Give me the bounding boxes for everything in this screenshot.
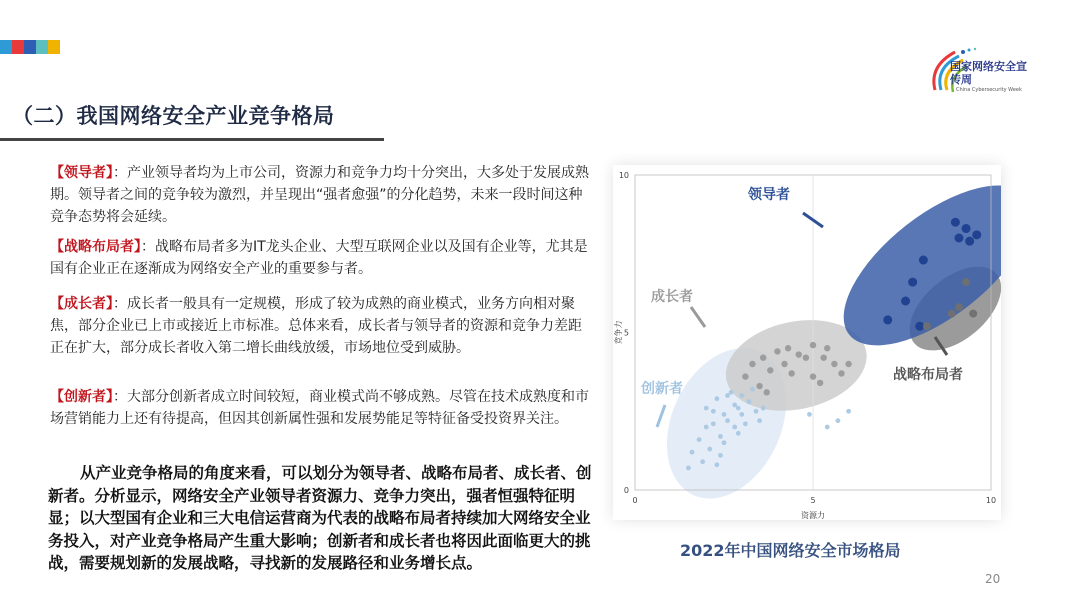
arrow-icon — [657, 405, 665, 427]
data-point — [810, 342, 816, 348]
data-point — [831, 361, 837, 367]
data-point — [711, 421, 716, 426]
data-point — [749, 361, 755, 367]
data-point — [686, 466, 691, 471]
data-point — [722, 440, 727, 445]
market-landscape-scatter-chart — [613, 165, 1001, 520]
data-point — [747, 399, 752, 404]
y-tick-label: 0 — [623, 486, 629, 495]
paragraph-strategic — [50, 236, 590, 280]
data-point — [711, 409, 716, 414]
data-point — [704, 425, 709, 430]
data-point — [951, 218, 960, 227]
data-point — [948, 310, 956, 318]
data-point — [781, 361, 787, 367]
data-point — [697, 437, 702, 442]
paragraph-text: ：产业领导者均为上市公司，资源力和竞争力均十分突出，大多处于发展成熟期。领导者之间的竞争较为激烈，并呈现出“强者愈强”的分化趋势，未来一段时间这种竞争态势将会延续。 — [50, 165, 589, 225]
data-point — [817, 380, 823, 386]
paragraph-tag: 【战略布局者】 — [50, 239, 141, 255]
data-point — [836, 418, 841, 423]
data-point — [767, 367, 773, 373]
data-point — [750, 387, 755, 392]
data-point — [845, 361, 851, 367]
data-point — [838, 370, 844, 376]
chart-card — [613, 165, 1001, 520]
data-point — [883, 315, 892, 324]
paragraph-text: ：大部分创新者成立时间较短，商业模式尚不够成熟。尽管在技术成熟度和市场营销能力上还有待提高，但因其创新属性强和发展势能足等特征备受投资界关注。 — [50, 389, 589, 427]
y-axis-label: 竞争力 — [614, 320, 623, 345]
summary-text: 从产业竞争格局的角度来看，可以划分为领导者、战略布局者、成长者、创新者。分析显示，网络安全产业领导者资源力、竞争力突出，强者恒强特征明显；以大型国有企业和三大电信运营商为代表的战略布局者持续加大网络安全业务投入，对产业竞争格局产生重大影响；创新者和成长者也将因此面临更大的挑战，需要规划新的发展战略，寻找新的发展路径和业务增长点。 — [48, 464, 592, 572]
data-point — [785, 345, 791, 351]
stripe-segment — [48, 40, 60, 54]
data-point — [955, 303, 963, 311]
paragraph-text: ：战略布局者多为IT龙头企业、大型互联网企业以及国有企业等，尤其是国有企业正在逐渐成为网络安全产业的重要参与者。 — [50, 239, 588, 277]
data-point — [739, 412, 744, 417]
page-number: 20 — [985, 572, 1001, 586]
data-point — [972, 230, 981, 239]
data-point — [707, 447, 712, 452]
page-title: （二）我国网络安全产业竞争格局 — [12, 104, 335, 128]
data-point — [725, 393, 730, 398]
logo-subtitle: China Cybersecurity Week — [956, 87, 1022, 93]
data-point — [725, 418, 730, 423]
data-point — [954, 234, 963, 243]
data-point — [700, 459, 705, 464]
data-point — [714, 462, 719, 467]
data-point — [846, 409, 851, 414]
data-point — [788, 370, 794, 376]
paragraph-tag: 【成长者】 — [50, 296, 113, 312]
cluster-label: 领导者 — [748, 187, 790, 203]
data-point — [757, 418, 762, 423]
data-point — [764, 389, 770, 395]
title-underline — [0, 138, 384, 141]
stripe-segment — [12, 40, 24, 54]
data-point — [743, 421, 748, 426]
cluster-label: 创新者 — [641, 381, 683, 397]
data-point — [824, 345, 830, 351]
data-point — [761, 406, 766, 411]
data-point — [969, 310, 977, 318]
data-point — [739, 393, 744, 398]
paragraph-tag: 【领导者】 — [50, 165, 113, 181]
data-point — [754, 409, 759, 414]
data-point — [810, 373, 816, 379]
data-point — [803, 355, 809, 361]
y-tick-label: 10 — [618, 171, 629, 180]
x-tick-label: 10 — [985, 496, 997, 505]
logo-title: 国家网络安全宣传周 — [950, 60, 1027, 86]
data-point — [718, 453, 723, 458]
data-point — [901, 297, 910, 306]
x-tick-label: 5 — [810, 496, 816, 505]
data-point — [923, 322, 931, 330]
data-point — [962, 278, 970, 286]
x-tick-label: 0 — [632, 496, 638, 505]
data-point — [742, 373, 748, 379]
data-point — [732, 425, 737, 430]
x-axis-label: 资源力 — [801, 511, 825, 520]
paragraph-tag: 【创新者】 — [50, 389, 113, 405]
paragraph-text: ：成长者一般具有一定规模，形成了较为成熟的商业模式，业务方向相对聚焦，部分企业已上市或接近上市标准。总体来看，成长者与领导者的资源和竞争力差距正在扩大，部分成长者收入第二增长曲线放缓，市场地位受到威胁。 — [50, 296, 582, 356]
y-tick-label: 5 — [623, 328, 629, 338]
data-point — [690, 450, 695, 455]
decorative-color-stripe — [0, 40, 60, 54]
data-point — [718, 434, 723, 439]
data-point — [962, 224, 971, 233]
stripe-segment — [24, 40, 36, 54]
data-point — [714, 396, 719, 401]
data-point — [732, 403, 737, 408]
data-point — [756, 383, 762, 389]
stripe-segment — [0, 40, 12, 54]
chart-caption: 2022年中国网络安全市场格局 — [680, 541, 901, 560]
data-point — [965, 237, 974, 246]
data-point — [807, 412, 812, 417]
data-point — [820, 355, 826, 361]
data-point — [919, 256, 928, 265]
stripe-segment — [36, 40, 48, 54]
data-point — [908, 278, 917, 287]
data-point — [704, 406, 709, 411]
data-point — [736, 431, 741, 436]
data-point — [796, 351, 802, 357]
paragraph-grower — [50, 293, 590, 359]
cluster-label: 成长者 — [651, 289, 693, 305]
arrow-icon — [691, 307, 705, 327]
data-point — [825, 425, 830, 430]
cluster-label: 战略布局者 — [893, 367, 963, 383]
data-point — [774, 348, 780, 354]
data-point — [722, 412, 727, 417]
paragraph-innovator — [50, 386, 590, 430]
paragraph-leader — [50, 162, 590, 228]
data-point — [760, 355, 766, 361]
